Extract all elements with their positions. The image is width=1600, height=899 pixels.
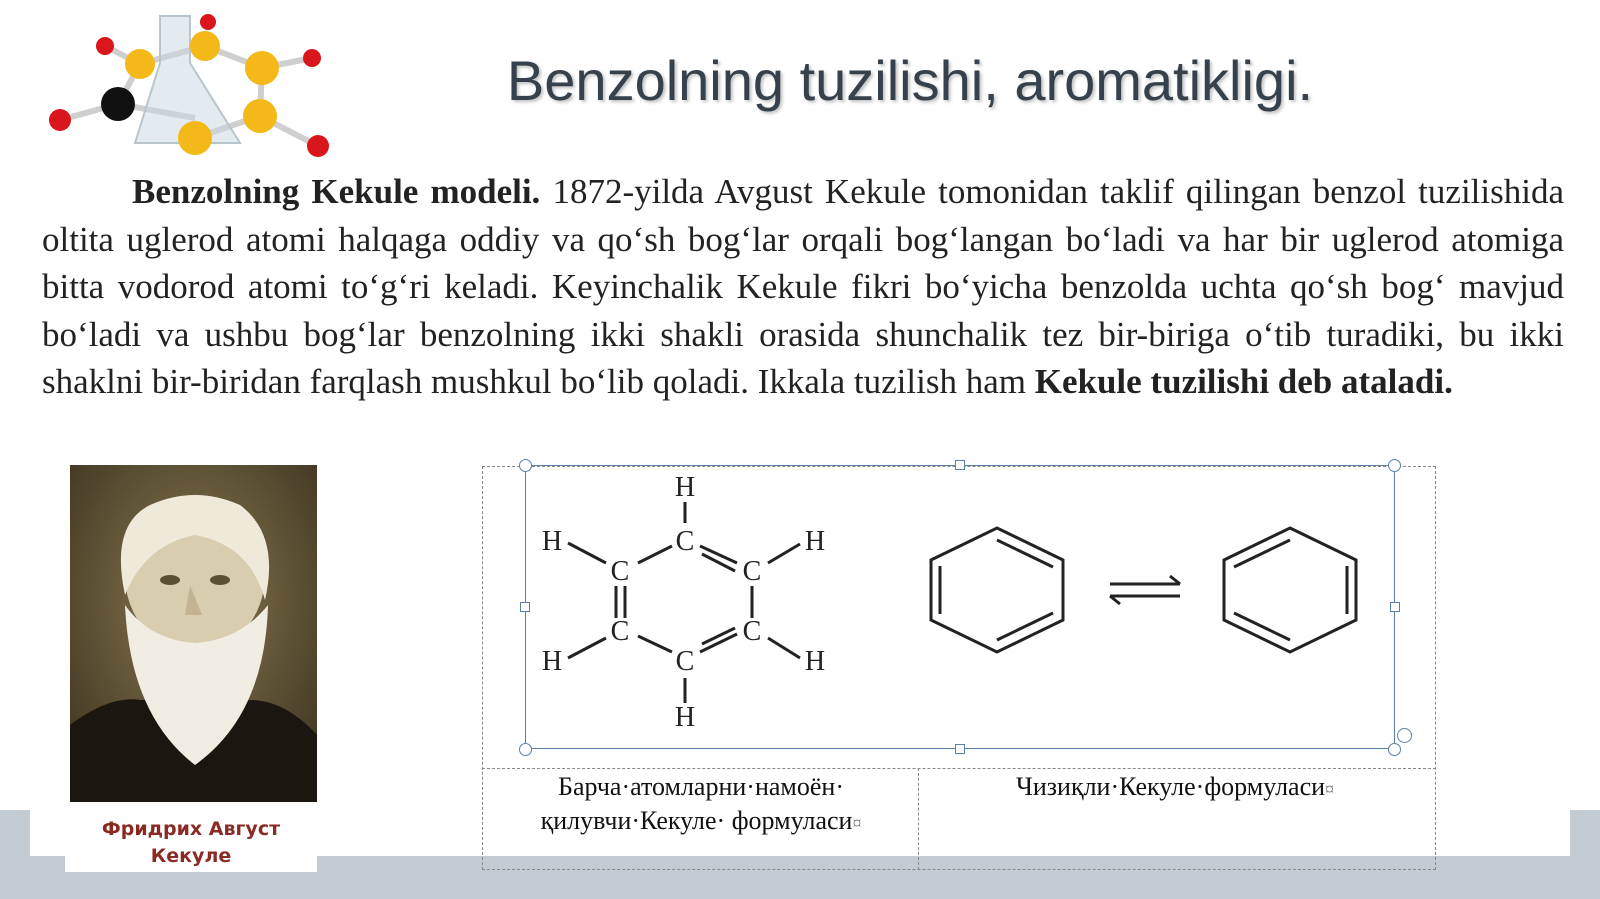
paragraph-lead: Benzolning Kekule modeli.: [132, 172, 541, 211]
body-paragraph: [42, 168, 1564, 406]
atom-h-bottom: H: [674, 702, 696, 733]
molecule-flask-logo: [40, 8, 350, 160]
table-cell-full-formula[interactable]: [490, 770, 912, 840]
atom-c-upper-right: C: [742, 556, 762, 587]
atom-c-upper-left: C: [610, 556, 630, 587]
resize-handle-mr[interactable]: [1390, 602, 1400, 612]
atom-h-upper-right: H: [804, 526, 826, 557]
end-of-cell-mark: ¤: [1325, 779, 1335, 799]
portrait-caption: [65, 810, 317, 872]
atom-c-lower-left: C: [610, 616, 630, 647]
atom-h-lower-left: H: [541, 646, 563, 677]
table-row-divider: [482, 768, 1436, 769]
atom-c-lower-right: C: [742, 616, 762, 647]
atom-c-top: C: [675, 526, 695, 557]
portrait-image: [70, 465, 317, 802]
cell1-text: Барча·атомларни·намоён· қилувчи·Кекуле· формуласи: [540, 772, 853, 835]
paragraph-tail: Kekule tuzilishi deb ataladi.: [1034, 362, 1453, 402]
atom-c-bottom: C: [675, 646, 695, 677]
end-of-cell-mark: ¤: [852, 813, 862, 833]
caption-line-1: Фридрих Август: [101, 818, 281, 840]
resize-handle-ml[interactable]: [520, 602, 530, 612]
slide-title: Benzolning tuzilishi, aromatikligi.: [506, 49, 1314, 112]
atom-h-top: H: [674, 472, 696, 503]
atom-h-lower-right: H: [804, 646, 826, 677]
table-cell-line-formula[interactable]: [925, 770, 1425, 806]
kekule-structure-diagram: [530, 468, 1390, 746]
table-column-divider: [918, 768, 919, 870]
cell2-text: Чизиқли·Кекуле·формуласи: [1015, 772, 1326, 801]
caption-line-2: Кекуле: [150, 845, 232, 867]
paragraph-body: 1872-yilda Avgust Kekule tomonidan taklif qilingan benzol tuzilishida oltita uglerod atomi halqaga oddiy va qo‘sh bog‘lar orqali bog‘langan bo‘ladi va har bir uglerod atomiga bitta vodorod atomi to‘g‘ri keladi. Keyinchalik Kekule fikri bo‘yicha benzolda uchta qo‘sh bog‘ mavjud bo‘ladi va ushbu bog‘lar benzolning ikki shakli orasida shunchalik tez bir-biriga o‘tib turadiki, bu ikki shaklni bir-biridan farqlash mushkul bo‘lib qoladi. Ikkala tuzilish ham: [42, 172, 1564, 402]
atom-h-upper-left: H: [541, 526, 563, 557]
rotate-handle[interactable]: [1397, 728, 1412, 743]
